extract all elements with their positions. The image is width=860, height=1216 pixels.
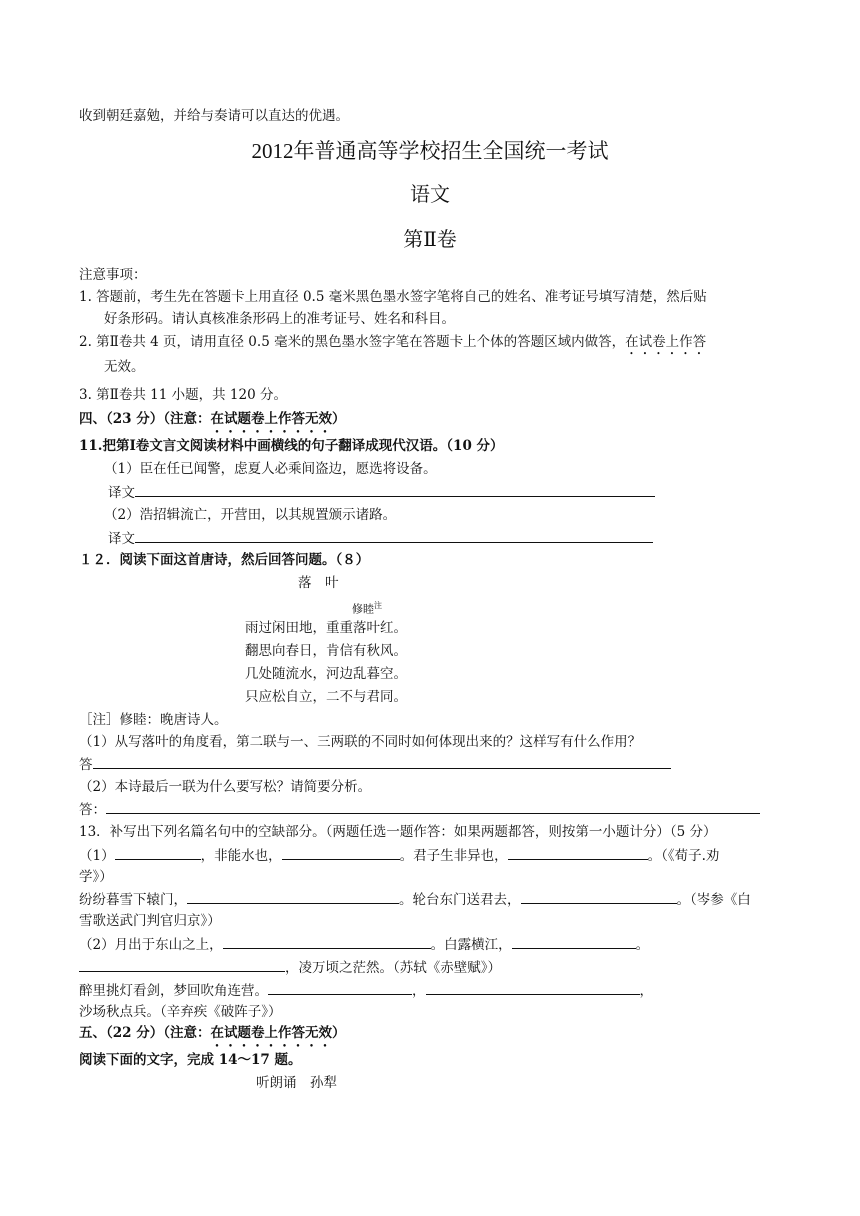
translation-line-1 [108, 482, 655, 503]
exam-title: 2012年普通高等学校招生全国统一考试 [251, 139, 609, 163]
q13-text: 。轮台东门送君去， [399, 892, 521, 908]
translation-label-1: 译文 [108, 485, 135, 501]
fill-blank[interactable] [508, 845, 648, 860]
q13-text: ，凌万顷之茫然。（苏轼《赤壁赋》） [285, 960, 501, 976]
question-11-part-1: （1）臣在任已闻警，虑夏人必乘间盗边，愿选将设备。 [104, 461, 437, 477]
fill-blank[interactable] [282, 845, 400, 860]
notice-item-2-cont: 无效。 [104, 359, 145, 375]
question-13-line-c [79, 889, 751, 910]
poem-line-4: 只应松自立，二不与君同。 [245, 689, 407, 705]
fill-blank[interactable] [268, 980, 412, 995]
q13-text: ， [412, 983, 426, 999]
q13-text: 。 [635, 937, 650, 953]
answer-label-2: 答： [79, 802, 106, 818]
notice-item-1: 1. 答题前，考生先在答题卡上用直径 0.5 毫米黑色墨水签字笔将自己的姓名、准考证号填写清楚，然后贴 [79, 289, 707, 305]
fill-blank[interactable] [426, 980, 640, 995]
answer-blank[interactable] [135, 482, 655, 497]
subject-title: 语文 [410, 182, 450, 206]
q13-text: （1） [79, 848, 115, 864]
poem-note: ［注］修睦：晚唐诗人。 [79, 712, 228, 728]
question-13-line-a [79, 845, 719, 866]
q13-text: ， [639, 983, 653, 999]
q13-text: 。（《荀子.劝 [647, 848, 720, 864]
poem-line-1: 雨过闲田地，重重落叶红。 [245, 620, 407, 636]
question-13-line-g [79, 980, 653, 1001]
volume-title: 第Ⅱ卷 [403, 227, 457, 251]
section-four-label: 四、（23 分）（注意： [79, 411, 211, 427]
q13-text: 醉里挑灯看剑，梦回吹角连营。 [79, 983, 268, 999]
answer-blank[interactable] [106, 799, 760, 814]
question-13-line-f [79, 957, 501, 978]
translation-line-2 [108, 528, 653, 549]
poem-line-3: 几处随流水，河边乱暮空。 [245, 666, 407, 682]
section-five-label: 五、（22 分）（注意： [79, 1025, 211, 1041]
answer-label-1: 答 [79, 757, 93, 773]
question-13-line-e [79, 934, 649, 955]
fill-blank[interactable] [115, 845, 201, 860]
fill-blank[interactable] [521, 889, 677, 904]
translation-label-2: 译文 [108, 531, 135, 547]
q13-text: 纷纷暮雪下辕门， [79, 892, 187, 908]
q13-text: 。君子生非异也， [399, 848, 508, 864]
section-four-emphasis: 在试题卷上作答无效 [210, 411, 332, 427]
question-13-line-h: 沙场秋点兵。（辛弃疾《破阵子》） [79, 1004, 282, 1020]
answer-line-2 [79, 799, 760, 820]
q13-text: 。白露横江， [430, 937, 512, 953]
answer-blank[interactable] [93, 754, 671, 769]
q13-text: 。（岑参《白 [676, 892, 751, 908]
fill-blank[interactable] [512, 934, 636, 949]
question-12: １２．阅读下面这首唐诗，然后回答问题。（８） [79, 552, 370, 568]
notice-item-2 [79, 332, 706, 358]
notice-heading: 注意事项： [79, 267, 147, 283]
question-13: 13．补写出下列名篇名句中的空缺部分。（两题任选一题作答：如果两题都答，则按第一小题计分）（5 分） [79, 824, 717, 840]
poem-author [352, 596, 382, 620]
poet-footnote-mark: 注 [374, 601, 382, 610]
previous-text-line: 收到朝廷嘉勉，并给与奏请可以直达的优遇。 [79, 108, 349, 124]
notice-item-2-text: 2. 第Ⅱ卷共 4 页，请用直径 0.5 毫米的黑色墨水签字笔在答题卡上个体的答题区域内做答， [79, 334, 626, 350]
question-13-line-d: 雪歌送武门判官归京》） [79, 913, 221, 929]
fill-blank[interactable] [79, 957, 285, 972]
fill-blank[interactable] [187, 889, 399, 904]
q13-text: （2）月出于东山之上， [79, 937, 223, 953]
question-11: 11.把第Ⅰ卷文言文阅读材料中画横线的句子翻译成现代汉语。（10 分） [79, 438, 504, 454]
notice-item-1-cont: 好条形码。请认真核准条形码上的准考证号、姓名和科目。 [104, 311, 455, 327]
section-four-close: ） [332, 411, 346, 427]
poet-name: 修睦 [352, 602, 374, 616]
question-11-part-2: （2）浩招辑流亡，开营田，以其规置颁示诸路。 [104, 507, 397, 523]
question-12-part-2: （2）本诗最后一联为什么要写松？请简要分析。 [79, 779, 372, 795]
question-12-part-1: （1）从写落叶的角度看，第二联与一、三两联的不同时如何体现出来的？这样写有什么作用？ [79, 734, 642, 750]
question-13-line-b: 学》） [79, 869, 113, 885]
section-four-heading [79, 409, 346, 436]
poem-title: 落 叶 [298, 575, 339, 591]
answer-line-1 [79, 754, 671, 775]
notice-item-3: 3. 第Ⅱ卷共 11 小题，共 120 分。 [79, 387, 287, 403]
notice-item-2-emphasis: 在试卷上作答 [625, 334, 707, 350]
reading-instruction: 阅读下面的文字，完成 14～17 题。 [79, 1052, 302, 1068]
section-five-heading [79, 1023, 346, 1050]
article-title: 听朗诵 孙犁 [256, 1075, 337, 1091]
poem-line-2: 翻思向春日，肯信有秋风。 [245, 643, 407, 659]
section-five-close: ） [332, 1025, 346, 1041]
q13-text: ，非能水也， [200, 848, 282, 864]
fill-blank[interactable] [223, 934, 431, 949]
answer-blank[interactable] [135, 528, 653, 543]
section-five-emphasis: 在试题卷上作答无效 [210, 1025, 332, 1041]
